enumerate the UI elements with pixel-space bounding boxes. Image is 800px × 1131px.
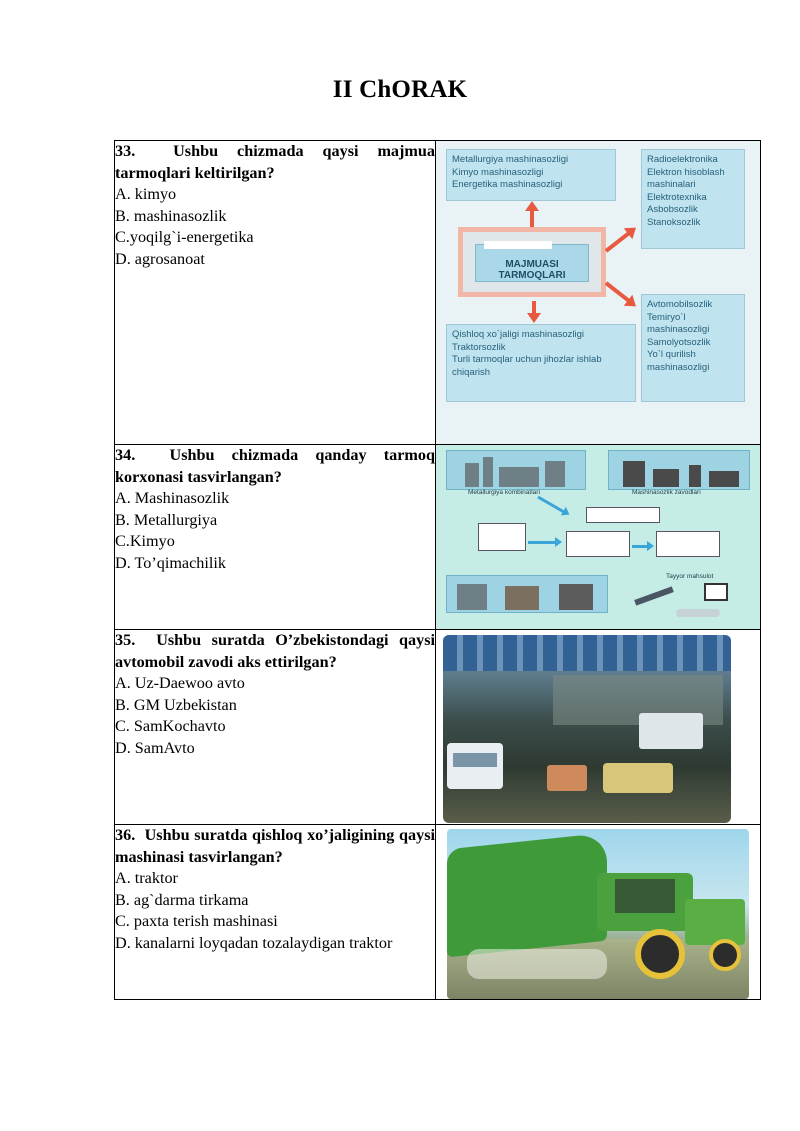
question-text-cell [115, 825, 436, 1000]
option-c: C.yoqilg`i-energetika [115, 228, 254, 247]
building-icon [478, 523, 526, 551]
option-b: B. ag`darma tirkama [115, 890, 249, 909]
production-chain-diagram [436, 445, 760, 629]
option-a: A. kimyo [115, 185, 177, 204]
question-row-36 [115, 825, 761, 1000]
diagram-box-bottom-left: Qishloq xo`jaligi mashinasozligi Traktorsozlik Turli tarmoqlar uchun jihozlar ishlab chiqarish [446, 324, 636, 402]
diagram-box-top-right: Radioelektronika Elektron hisoblash mashinalari Elektrotexnika Asbobsozlik Stanoksozlik [641, 149, 745, 249]
flow-arrow [537, 496, 564, 514]
flow-arrow [632, 545, 648, 548]
label-machine-plants: Mashinasozlik zavodlari [632, 489, 701, 496]
flow-arrow [528, 541, 556, 544]
train-icon [676, 609, 720, 617]
diagram-center-label: MAJMUASI TARMOQLARI [475, 244, 589, 282]
question-row-35 [115, 630, 761, 825]
question-text-cell [115, 445, 436, 630]
arrow-bottom-right [605, 281, 631, 303]
panel-machine-plants [608, 450, 750, 490]
question-image-cell [436, 825, 761, 1000]
arrow-top-right [605, 231, 631, 253]
question-image-cell [436, 445, 761, 630]
option-d: D. agrosanoat [115, 249, 205, 268]
industry-branches-diagram [436, 141, 760, 444]
option-d: D. To’qimachilik [115, 553, 226, 572]
airplane-icon [634, 586, 674, 605]
question-heading: 36. Ushbu suratda qishloq xo’jaligining qaysi mashinasi tasvirlangan? [115, 826, 435, 866]
option-a: A. Mashinasozlik [115, 489, 230, 508]
questions-table [114, 140, 761, 1000]
option-a: A. traktor [115, 869, 178, 888]
panel-factories [446, 575, 608, 613]
label-metallurgy: Metallurgiya kombinatlari [468, 489, 540, 496]
option-d: D. SamAvto [115, 738, 195, 757]
page-title: II ChORAK [332, 76, 468, 103]
option-b: B. mashinasozlik [115, 206, 227, 225]
question-row-34 [115, 445, 761, 630]
diagram-center-frame [458, 227, 606, 297]
panel-metallurgy [446, 450, 586, 490]
option-c: C. SamKochavto [115, 717, 226, 736]
arrow-up [530, 209, 534, 227]
option-a: A. Uz-Daewoo avto [115, 674, 245, 693]
question-image-cell [436, 630, 761, 825]
arrow-down [532, 301, 536, 315]
option-b: B. Metallurgiya [115, 510, 218, 529]
cotton-harvester-photo [447, 829, 749, 999]
option-c: C.Kimyo [115, 532, 175, 551]
label-finished-product: Tayyor mahsulot [666, 573, 714, 580]
building-icon [586, 507, 660, 523]
diagram-box-top-left: Metallurgiya mashinasozligi Kimyo mashinasozligi Energetika mashinasozligi [446, 149, 616, 201]
question-image-cell [436, 141, 761, 445]
question-heading: 33. Ushbu chizmada qaysi majmua tarmoqlari keltirilgan? [115, 142, 435, 182]
question-heading: 34. Ushbu chizmada qanday tarmoq korxonasi tasvirlangan? [115, 446, 436, 486]
option-d: D. kanalarni loyqadan tozalaydigan traktor [115, 933, 393, 952]
building-icon [566, 531, 630, 557]
question-text-cell [115, 630, 436, 825]
question-text-cell [115, 141, 436, 445]
computer-icon [704, 583, 728, 601]
question-heading: 35. Ushbu suratda O’zbekistondagi qaysi avtomobil zavodi aks ettirilgan? [115, 631, 435, 671]
diagram-box-bottom-right: Avtomobilsozlik Temiryo`l mashinasozligi Samolyotsozlik Yo`l qurilish mashinasozligi [641, 294, 745, 402]
car-factory-photo [443, 635, 731, 823]
building-icon [656, 531, 720, 557]
option-b: B. GM Uzbekistan [115, 695, 237, 714]
option-c: C. paxta terish mashinasi [115, 912, 278, 931]
question-row-33 [115, 141, 761, 445]
